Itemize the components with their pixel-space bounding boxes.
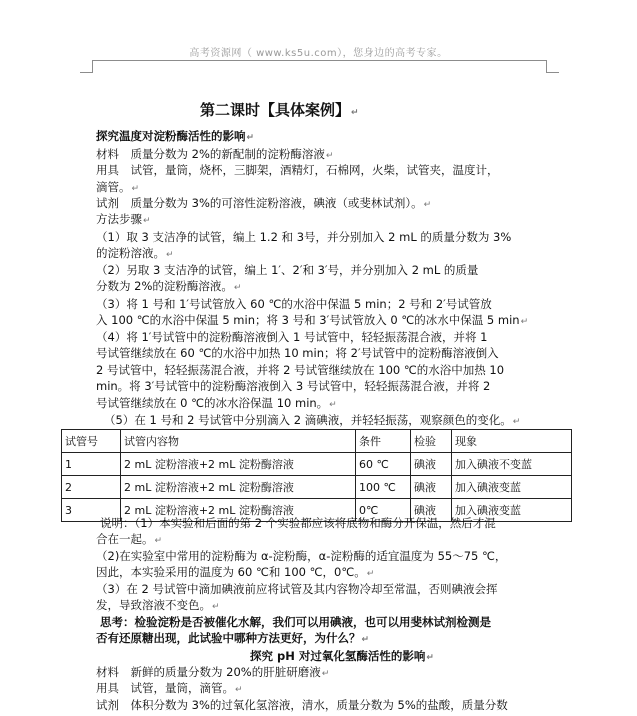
table-header-row	[62, 430, 572, 453]
table-cell-test: 碘液	[411, 453, 452, 476]
section1-heading: 探究温度对淀粉酶活性的影响↵	[96, 129, 255, 143]
section1-materials: 材料 质量分数为 2%的新配制的淀粉酶溶液↵	[96, 147, 334, 161]
note1-line2: 合在一起。↵	[96, 532, 163, 546]
experiment-table	[61, 429, 572, 522]
table-cell-contents: 2 mL 淀粉溶液+2 mL 淀粉酶溶液	[121, 453, 356, 476]
header-rule	[92, 60, 546, 61]
table-cell-result: 加入碘液不变蓝	[452, 453, 572, 476]
table-header-cell: 试管内容物	[121, 430, 356, 453]
table-header-cell: 条件	[356, 430, 411, 453]
page-header-text: 高考资源网（ www.ks5u.com），您身边的高考专家。	[189, 48, 448, 59]
table-cell-contents: 2 mL 淀粉溶液+2 mL 淀粉酶溶液	[121, 499, 356, 522]
step4-line4: min。将 3′号试管中的淀粉酶溶液倒入 3 号试管中，轻轻振荡混合液，并将 2	[96, 379, 491, 393]
header-corner-right	[546, 60, 559, 73]
table-cell-tube: 3	[62, 499, 121, 522]
step1-line2: 的淀粉溶液。↵	[96, 246, 174, 260]
table-cell-result: 加入碘液变蓝	[452, 476, 572, 499]
table-cell-test: 碘液	[411, 476, 452, 499]
section2-tools: 用具 试管，量筒，滴管。↵	[96, 681, 243, 695]
note3-line1: （3）在 2 号试管中滴加碘液前应将试管及其内容物冷却至常温，否则碘液会挥	[96, 582, 498, 596]
step3-line1: （3）将 1 号和 1′号试管放入 60 ℃的水浴中保温 5 min；2 号和 2′号试管放	[96, 297, 492, 311]
step5-line: （5）在 1 号和 2 号试管中分别滴入 2 滴碘液，并轻轻振荡，观察颜色的变化。↵	[104, 413, 521, 427]
table-cell-contents: 2 mL 淀粉溶液+2 mL 淀粉酶溶液	[121, 476, 356, 499]
table-cell-test: 碘液	[411, 499, 452, 522]
step4-line1: （4）将 1′号试管中的淀粉酶溶液倒入 1 号试管中，轻轻振荡混合液，并将 1	[96, 330, 488, 344]
table-row	[62, 453, 572, 476]
header-corner-left	[80, 60, 93, 73]
table-cell-result: 加入碘液变蓝	[452, 499, 572, 522]
page-title: 第二课时【具体案例】↵	[200, 101, 359, 119]
note1-line1: 说明：（1）本实验和后面的第 2 个实验都应该将底物和酶分开保温，然后才混	[100, 516, 496, 530]
section2-materials: 材料 新鲜的质量分数为 20%的肝脏研磨液↵	[96, 665, 330, 679]
section2-heading: 探究 pH 对过氧化氢酶活性的影响↵	[250, 649, 434, 663]
step4-line2: 号试管继续放在 60 ℃的水浴中加热 10 min；将 2′号试管中的淀粉酶溶液倒入	[96, 346, 499, 360]
note2-line2: 因此，本实验采用的温度为 60 ℃和 100 ℃，0℃。↵	[96, 565, 375, 579]
note3-line2: 发，导致溶液不变色。↵	[96, 598, 220, 612]
step2-line2: 分数为 2%的淀粉酶溶液。↵	[96, 279, 242, 293]
section1-tools-line1: 用具 试管，量筒，烧杯，三脚架，酒精灯，石棉网，火柴，试管夹，温度计，	[96, 163, 499, 177]
table-header-cell: 检验	[411, 430, 452, 453]
table-cell-tube: 2	[62, 476, 121, 499]
table-cell-condition: 60 ℃	[356, 453, 411, 476]
table-row	[62, 476, 572, 499]
method-title: 方法步骤↵	[96, 212, 151, 226]
think-line1: 思考：检验淀粉是否被催化水解，我们可以用碘液，也可以用斐林试剂检测是	[100, 615, 491, 629]
table-header-cell: 现象	[452, 430, 572, 453]
step4-line5: 号试管继续放在 0 ℃的冰水浴保温 10 min。↵	[96, 396, 337, 410]
table-header-cell: 试管号	[62, 430, 121, 453]
step1-line1: （1）取 3 支洁净的试管，编上 1.2 和 3号，并分别加入 2 mL 的质量分数为 3%	[96, 230, 512, 244]
think-line2: 否有还原糖出现，此试验中哪种方法更好，为什么？↵	[96, 631, 370, 645]
section1-reagent: 试剂 质量分数为 3%的可溶性淀粉溶液，碘液（或斐林试剂）。↵	[96, 196, 432, 210]
step3-line2: 入 100 ℃的水浴中保温 5 min；将 3 号和 3′号试管放入 0 ℃的冰水中保温 5 min↵	[96, 313, 529, 327]
section1-tools-line2: 滴管。↵	[96, 180, 140, 194]
step2-line1: （2）另取 3 支洁净的试管，编上 1′、2′和 3′号，并分别加入 2 mL 的质量	[96, 263, 479, 277]
table-cell-tube: 1	[62, 453, 121, 476]
step4-line3: 2 号试管中，轻轻振荡混合液，并将 2 号试管继续放在 100 ℃的水浴中加热 10	[96, 363, 505, 377]
table-cell-condition: 0℃	[356, 499, 411, 522]
section2-reagent: 试剂 体积分数为 3%的过氧化氢溶液，清水，质量分数为 5%的盐酸，质量分数	[96, 698, 508, 712]
table-cell-condition: 100 ℃	[356, 476, 411, 499]
note2-line1: （2)在实验室中常用的淀粉酶为 α-淀粉酶，α-淀粉酶的适宜温度为 55～75 ℃，	[96, 549, 507, 563]
